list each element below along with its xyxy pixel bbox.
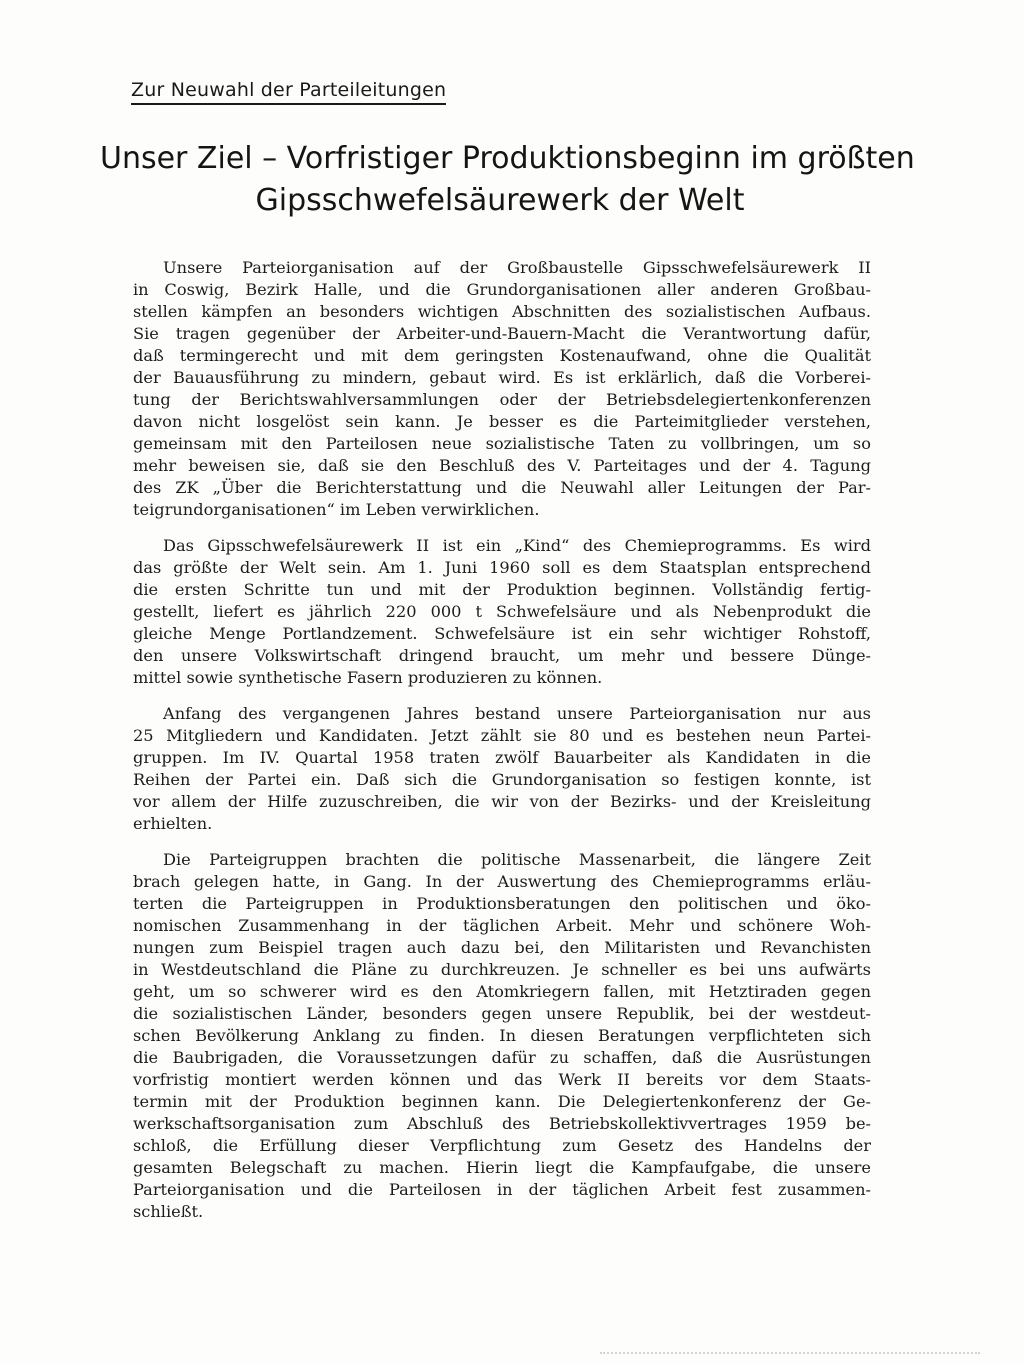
paragraph: [133, 703, 871, 835]
text-line: 25 Mitgliedern und Kandidaten. Jetzt zählt sie 80 und es bestehen neun Partei-: [133, 726, 871, 745]
text-line: das größte der Welt sein. Am 1. Juni 1960 soll es dem Staatsplan entsprechend: [133, 558, 871, 577]
article-headline: [100, 138, 915, 222]
text-line: Unsere Parteiorganisation auf der Großbaustelle Gipsschwefelsäurewerk II: [163, 258, 871, 277]
headline-line-2: Gipsschwefelsäurewerk der Welt: [255, 183, 745, 218]
text-line: brach gelegen hatte, in Gang. In der Auswertung des Chemieprogramms erläu-: [133, 872, 871, 891]
text-line: vorfristig montiert werden können und das Werk II bereits vor dem Staats-: [133, 1070, 871, 1089]
text-line: tung der Berichtswahlversammlungen oder der Betriebsdelegiertenkonferenzen: [133, 390, 871, 409]
text-line: in Westdeutschland die Pläne zu durchkreuzen. Je schneller es bei uns aufwärts: [133, 960, 871, 979]
text-line: gleiche Menge Portlandzement. Schwefelsäure ist ein sehr wichtiger Rohstoff,: [133, 624, 871, 643]
text-line: schen Bevölkerung Anklang zu finden. In diesen Beratungen verpflichteten sich: [133, 1026, 871, 1045]
text-line: gesamten Belegschaft zu machen. Hierin liegt die Kampfaufgabe, die unsere: [133, 1158, 871, 1177]
text-line: nungen zum Beispiel tragen auch dazu bei, den Militaristen und Revanchisten: [133, 938, 871, 957]
text-line: werkschaftsorganisation zum Abschluß des Betriebskollektivvertrages 1959 be-: [133, 1114, 871, 1133]
text-line: stellen kämpfen an besonders wichtigen Abschnitten des sozialistischen Aufbaus.: [133, 302, 871, 321]
article-body: [133, 257, 871, 1237]
text-line: des ZK „Über die Berichterstattung und die Neuwahl aller Leitungen der Par-: [133, 478, 871, 497]
paragraph: [133, 257, 871, 521]
text-line: gruppen. Im IV. Quartal 1958 traten zwölf Bauarbeiter als Kandidaten in die: [133, 748, 871, 767]
text-line: vor allem der Hilfe zuzuschreiben, die wir von der Bezirks- und der Kreisleitung: [133, 792, 871, 811]
text-line: Anfang des vergangenen Jahres bestand unsere Parteiorganisation nur aus: [163, 704, 871, 723]
text-line: gemeinsam mit den Parteilosen neue sozialistische Taten zu vollbringen, um so: [133, 434, 871, 453]
text-line: Die Parteigruppen brachten die politische Massenarbeit, die längere Zeit: [163, 850, 871, 869]
text-line: geht, um so schwerer wird es den Atomkriegern fallen, mit Hetztiraden gegen: [133, 982, 871, 1001]
text-line: Parteiorganisation und die Parteilosen in der täglichen Arbeit fest zusammen-: [133, 1180, 871, 1199]
text-line: erhielten.: [133, 814, 213, 833]
text-line: termin mit der Produktion beginnen kann. Die Delegiertenkonferenz der Ge-: [133, 1092, 871, 1111]
text-line: den unsere Volkswirtschaft dringend braucht, um mehr und bessere Dünge-: [133, 646, 871, 665]
paragraph: [133, 849, 871, 1223]
text-line: gestellt, liefert es jährlich 220 000 t Schwefelsäure und als Nebenprodukt die: [133, 602, 871, 621]
text-line: mittel sowie synthetische Fasern produzieren zu können.: [133, 668, 603, 687]
text-line: daß termingerecht und mit dem geringsten Kostenaufwand, ohne die Qualität: [133, 346, 871, 365]
text-line: schloß, die Erfüllung dieser Verpflichtung zum Gesetz des Handelns der: [133, 1136, 871, 1155]
text-line: davon nicht losgelöst sein kann. Je besser es die Parteimitglieder verstehen,: [133, 412, 871, 431]
text-line: mehr beweisen sie, daß sie den Beschluß des V. Parteitages und der 4. Tagung: [133, 456, 871, 475]
text-line: terten die Parteigruppen in Produktionsberatungen den politischen und öko-: [133, 894, 871, 913]
text-line: Reihen der Partei ein. Daß sich die Grundorganisation so festigen konnte, ist: [133, 770, 871, 789]
text-line: schließt.: [133, 1202, 204, 1221]
headline-line-1: Unser Ziel – Vorfristiger Produktionsbeginn im größten: [100, 141, 915, 176]
scan-artifact: [600, 1352, 980, 1358]
section-label: Zur Neuwahl der Parteileitungen: [131, 78, 446, 105]
text-line: der Bauausführung zu mindern, gebaut wird. Es ist erklärlich, daß die Vorberei-: [133, 368, 871, 387]
text-line: die Baubrigaden, die Voraussetzungen dafür zu schaffen, daß die Ausrüstungen: [133, 1048, 871, 1067]
text-line: Sie tragen gegenüber der Arbeiter-und-Bauern-Macht die Verantwortung dafür,: [133, 324, 871, 343]
text-line: teigrundorganisationen“ im Leben verwirklichen.: [133, 500, 540, 519]
text-line: in Coswig, Bezirk Halle, und die Grundorganisationen aller anderen Großbau-: [133, 280, 871, 299]
text-line: nomischen Zusammenhang in der täglichen Arbeit. Mehr und schönere Woh-: [133, 916, 871, 935]
paragraph: [133, 535, 871, 689]
text-line: Das Gipsschwefelsäurewerk II ist ein „Kind“ des Chemieprogramms. Es wird: [163, 536, 871, 555]
text-line: die ersten Schritte tun und mit der Produktion beginnen. Vollständig fertig-: [133, 580, 871, 599]
text-line: die sozialistischen Länder, besonders gegen unsere Republik, bei der westdeut-: [133, 1004, 871, 1023]
